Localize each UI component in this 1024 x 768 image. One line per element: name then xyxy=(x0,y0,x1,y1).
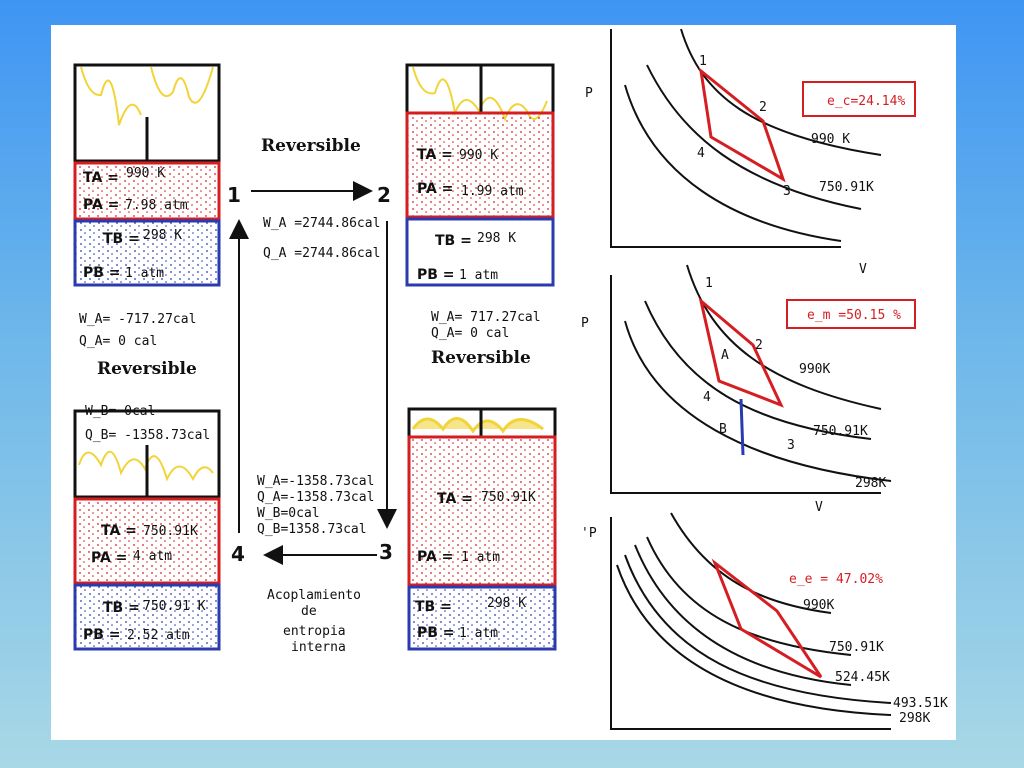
graph3-curve-298: 298K xyxy=(899,711,931,726)
graph2-curve-750: 750.91K xyxy=(813,424,868,439)
graph1-efficiency: e_c=24.14% xyxy=(827,94,906,109)
step4b-line2: Q_B= -1358.73cal xyxy=(85,428,211,443)
coupling-line3: entropia xyxy=(283,624,346,639)
state-number-2: 2 xyxy=(377,183,391,207)
graph2-p-label: P xyxy=(581,316,589,331)
reversible-label-41: Reversible xyxy=(97,359,197,379)
graph2-region-b: B xyxy=(719,422,727,437)
state1-tb: 298 K xyxy=(143,228,183,243)
state4-tb: 750.91 K xyxy=(143,599,206,614)
graph1-point-4: 4 xyxy=(697,146,705,161)
graph2-region-a: A xyxy=(721,348,729,363)
step41-line2: Q_A= 0 cal xyxy=(79,334,158,349)
coupling-line2: de xyxy=(301,604,317,619)
pv-graph-mixed xyxy=(611,265,915,493)
state-number-1: 1 xyxy=(227,183,241,207)
state1-ta: 990 K xyxy=(126,166,166,181)
state2-ta: 990 K xyxy=(459,148,499,163)
state3-pa-label: PA = xyxy=(417,549,454,565)
state2-ta-label: TA = xyxy=(417,147,453,163)
pv-graph-carnot xyxy=(611,29,915,247)
state3-tb-label: TB = xyxy=(415,599,452,615)
state4-ta: 750.91K xyxy=(143,524,198,539)
diagram-sheet xyxy=(51,25,956,740)
state1-pa-label: PA = xyxy=(83,197,120,213)
graph1-point-2: 2 xyxy=(759,100,767,115)
state2-pa: 1.99 atm xyxy=(461,184,524,199)
graph3-efficiency: e_e = 47.02% xyxy=(789,572,883,587)
graph1-p-label: P xyxy=(585,86,593,101)
state4-pb-label: PB = xyxy=(83,627,121,643)
reversible-label-12: Reversible xyxy=(261,136,361,156)
graph2-point-1: 1 xyxy=(705,276,713,291)
thermo-diagram xyxy=(51,25,956,740)
cylinder-state-2 xyxy=(407,65,553,285)
step34-line2: Q_A=-1358.73cal xyxy=(257,490,375,505)
state1-pa: 7.98 atm xyxy=(125,198,188,213)
state3-pa: 1 atm xyxy=(461,550,501,565)
state1-tb-label: TB = xyxy=(103,231,140,247)
state3-pb: 1 atm xyxy=(459,626,499,641)
graph2-curve-990: 990K xyxy=(799,362,831,377)
state2-pa-label: PA = xyxy=(417,181,454,197)
state1-pb: 1 atm xyxy=(125,266,165,281)
state4-pa-label: PA = xyxy=(91,550,128,566)
reversible-label-23: Reversible xyxy=(431,348,531,368)
step23-line2: Q_A= 0 cal xyxy=(431,326,510,341)
graph3-curve-750: 750.91K xyxy=(829,640,884,655)
state-number-4: 4 xyxy=(231,542,245,566)
step34-line4: Q_B=1358.73cal xyxy=(257,522,367,537)
graph2-curve-298: 298K xyxy=(855,476,887,491)
graph3-curve-990: 990K xyxy=(803,598,835,613)
graph1-curve-990: 990 K xyxy=(811,132,851,147)
state1-pb-label: PB = xyxy=(83,265,121,281)
state4-pb: 2.52 atm xyxy=(127,628,190,643)
graph3-p-label: 'P xyxy=(581,526,597,541)
graph1-curve-750: 750.91K xyxy=(819,180,874,195)
state2-pb-label: PB = xyxy=(417,267,455,283)
state3-pb-label: PB = xyxy=(417,625,455,641)
step23-line1: W_A= 717.27cal xyxy=(431,310,541,325)
graph2-point-3: 3 xyxy=(787,438,795,453)
graph3-curve-493: 493.51K xyxy=(893,696,948,711)
step12-line2: Q_A =2744.86cal xyxy=(263,246,381,261)
state4-tb-label: TB = xyxy=(103,600,140,616)
step4b-line1: W_B= 0cal xyxy=(85,404,156,419)
graph2-point-4: 4 xyxy=(703,390,711,405)
state4-pa: 4 atm xyxy=(133,549,173,564)
coupling-line4: interna xyxy=(291,640,346,655)
step41-line1: W_A= -717.27cal xyxy=(79,312,197,327)
state2-tb: 298 K xyxy=(477,231,517,246)
state4-ta-label: TA = xyxy=(101,523,137,539)
state2-pb: 1 atm xyxy=(459,268,499,283)
state3-ta: 750.91K xyxy=(481,490,536,505)
state3-ta-label: TA = xyxy=(437,491,473,507)
graph2-v-label: V xyxy=(815,500,823,515)
graph1-point-1: 1 xyxy=(699,54,707,69)
pv-graph-entropy xyxy=(611,513,891,729)
coupling-line1: Acoplamiento xyxy=(267,588,361,603)
step34-line1: W_A=-1358.73cal xyxy=(257,474,375,489)
state1-ta-label: TA = xyxy=(83,170,119,186)
graph2-efficiency: e_m =50.15 % xyxy=(807,308,901,323)
graph3-curve-524: 524.45K xyxy=(835,670,890,685)
state2-tb-label: TB = xyxy=(435,233,472,249)
state3-tb: 298 K xyxy=(487,596,527,611)
graph2-point-2: 2 xyxy=(755,338,763,353)
graph1-v-label: V xyxy=(859,262,867,277)
step34-line3: W_B=0cal xyxy=(257,506,320,521)
graph1-point-3: 3 xyxy=(783,184,791,199)
state-number-3: 3 xyxy=(379,540,393,564)
step12-line1: W_A =2744.86cal xyxy=(263,216,381,231)
